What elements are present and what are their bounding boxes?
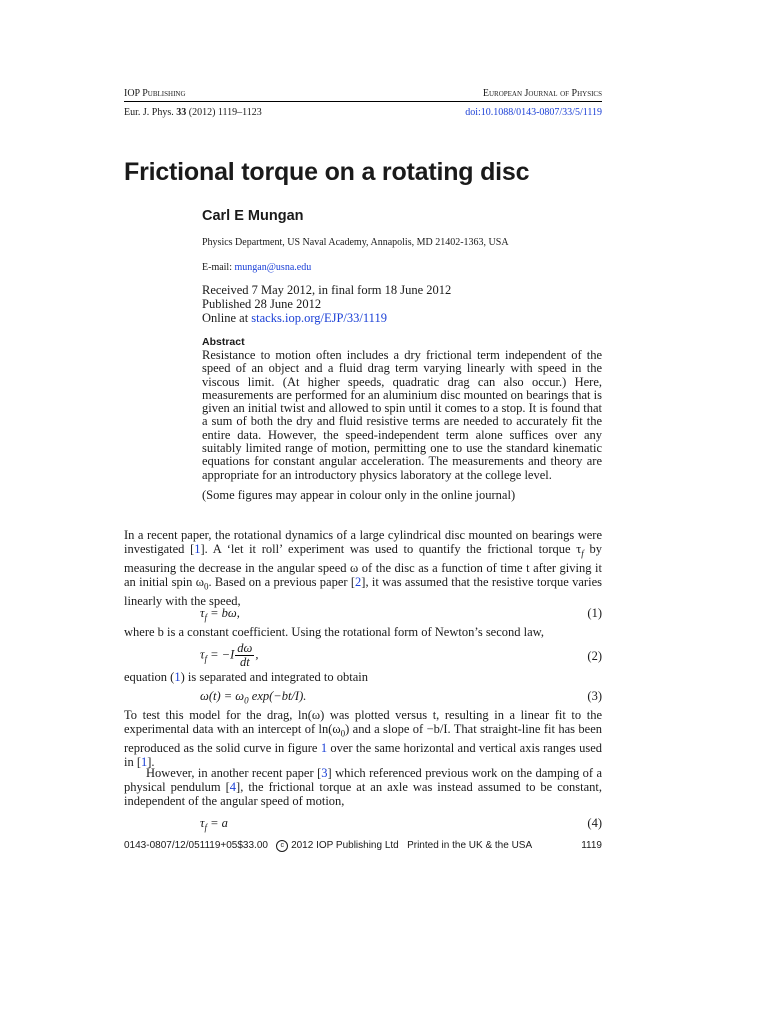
online-label: Online at <box>202 311 249 325</box>
body-paragraph-3 <box>124 670 602 684</box>
publication-dates <box>202 283 451 325</box>
printed-in: Printed in the UK & the USA <box>407 840 533 851</box>
equation-number-2: (2) <box>587 649 602 663</box>
copyright-text: 2012 IOP Publishing Ltd <box>291 840 399 851</box>
eq-text: exp(−bt/I). <box>248 689 307 703</box>
eq-mid: = −I <box>207 647 235 662</box>
page-footer <box>124 840 602 852</box>
published-date: Published 28 June 2012 <box>202 297 322 311</box>
page-number: 1119 <box>581 840 602 851</box>
eq-symbol: τ <box>200 647 205 662</box>
header-rule <box>124 101 602 102</box>
fraction-numerator: dω <box>237 641 253 655</box>
text-run: by measuring the decrease in the angular speed ω of the disc as a function of time t after giving it an initial spin ω <box>124 542 602 590</box>
equation-1 <box>200 606 240 623</box>
text-run: ] which referenced previous work on the damping of a physical pendulum [ <box>124 766 603 795</box>
body-paragraph-1 <box>124 528 602 608</box>
abstract-text: Resistance to motion often includes a dry frictional term independent of the speed of an object and a fluid drag term varying linearly with speed in the viscous limit. (At higher speeds, quadratic drag can also occur.) Here, measurements are performed for an aluminium disc mounted on bearings that is given an initial twist and allowed to spin until it comes to a stop. It is found that a sum of both the dry and fluid resistive terms are needed to accurately fit the entire data. However, the speed-independent term alone suffices over any suitably limited range of motion, permitting one to use the standard kinematic equations for constant angular acceleration. The measurements and theory are appropriate for an introductory physics laboratory at the college level. <box>202 348 602 482</box>
citation-prefix: Eur. J. Phys. <box>124 107 174 118</box>
email-link[interactable]: mungan@usna.edu <box>234 262 312 273</box>
text-run: ) is separated and integrated to obtain <box>180 670 369 684</box>
online-line <box>202 311 451 325</box>
article-title: Frictional torque on a rotating disc <box>124 158 530 186</box>
body-paragraph-4 <box>124 708 602 769</box>
equation-4 <box>200 816 228 833</box>
equation-3 <box>200 689 306 706</box>
text-run: ]. <box>147 755 155 770</box>
text-run: To test this model for the drag, ln(ω) was plotted versus t, resulting in a linear fit to the experimental data with an intercept of ln(ω <box>124 708 602 737</box>
text-run: equation ( <box>124 670 175 684</box>
body-paragraph-2: where b is a constant coefficient. Using the rotational form of Newton’s second law, <box>124 625 545 639</box>
eq-symbol: τ <box>200 606 205 620</box>
subscript: 0 <box>340 728 346 739</box>
text-run: ) and a slope of −b/I. That straight-line fit has been reproduced as the solid curve in figure <box>124 722 602 755</box>
figure-ref-link-1[interactable]: 1 <box>320 740 328 755</box>
text-run: ], it was assumed that the resistive torque varies linearly with the speed, <box>124 575 602 608</box>
equation-2 <box>200 642 259 669</box>
equation-ref-link-1[interactable]: 1 <box>174 670 181 684</box>
abstract-heading: Abstract <box>202 336 245 348</box>
ref-link-1[interactable]: 1 <box>194 542 201 557</box>
text-run: ]. A ‘let it roll’ experiment was used to quantify the frictional torque τ <box>200 542 582 557</box>
subscript: f <box>204 822 207 833</box>
author-name: Carl E Mungan <box>202 208 304 224</box>
affiliation: Physics Department, US Naval Academy, Annapolis, MD 21402-1363, USA <box>202 237 509 248</box>
equation-number-1: (1) <box>587 606 602 620</box>
subscript: 0 <box>244 695 249 706</box>
copyright-icon: c <box>276 840 288 852</box>
fraction-denominator: dt <box>239 655 250 669</box>
subscript: 0 <box>203 581 209 592</box>
eq-text: ω(t) = ω <box>200 689 245 703</box>
body-paragraph-5 <box>124 766 602 809</box>
colour-note: (Some figures may appear in colour only in the online journal) <box>202 488 516 502</box>
ref-link-3[interactable]: 3 <box>321 766 328 780</box>
eq-symbol: τ <box>200 816 205 830</box>
email-label: E-mail: <box>202 262 232 273</box>
citation-volume: 33 <box>176 107 187 118</box>
ref-link-2[interactable]: 2 <box>355 575 362 590</box>
received-date: Received 7 May 2012, in final form 18 June 2012 <box>202 283 452 297</box>
text-run: However, in another recent paper [ <box>146 766 322 780</box>
subscript: f <box>581 548 584 559</box>
publisher-name: IOP Publishing <box>124 88 186 99</box>
eq-rhs: = bω, <box>207 606 240 620</box>
equation-number-4: (4) <box>587 816 602 830</box>
text-run: ], the frictional torque at an axle was instead assumed to be constant, independent of the angular speed of motion, <box>124 780 602 809</box>
subscript: f <box>204 653 207 664</box>
online-url-link[interactable]: stacks.iop.org/EJP/33/1119 <box>251 311 387 325</box>
eq-rhs: = a <box>207 816 228 830</box>
equation-number-3: (3) <box>587 689 602 703</box>
email-line <box>202 262 311 273</box>
ref-link-4[interactable]: 4 <box>229 780 237 795</box>
text-run: In a recent paper, the rotational dynamics of a large cylindrical disc mounted on bearings were investigated [ <box>124 528 602 557</box>
issn-price: 0143-0807/12/051119+05$33.00 <box>124 840 268 851</box>
eq-tail: , <box>255 647 259 662</box>
fraction <box>235 642 254 669</box>
doi-link[interactable]: doi:10.1088/0143-0807/33/5/1119 <box>465 107 602 118</box>
journal-name: European Journal of Physics <box>482 88 602 99</box>
ref-link-1b[interactable]: 1 <box>141 755 148 770</box>
citation <box>124 107 262 118</box>
citation-suffix: (2012) 1119–1123 <box>188 107 262 118</box>
text-run: . Based on a previous paper [ <box>208 575 356 590</box>
text-run: over the same horizontal and vertical axis ranges used in [ <box>124 740 603 770</box>
subscript: f <box>204 612 207 623</box>
